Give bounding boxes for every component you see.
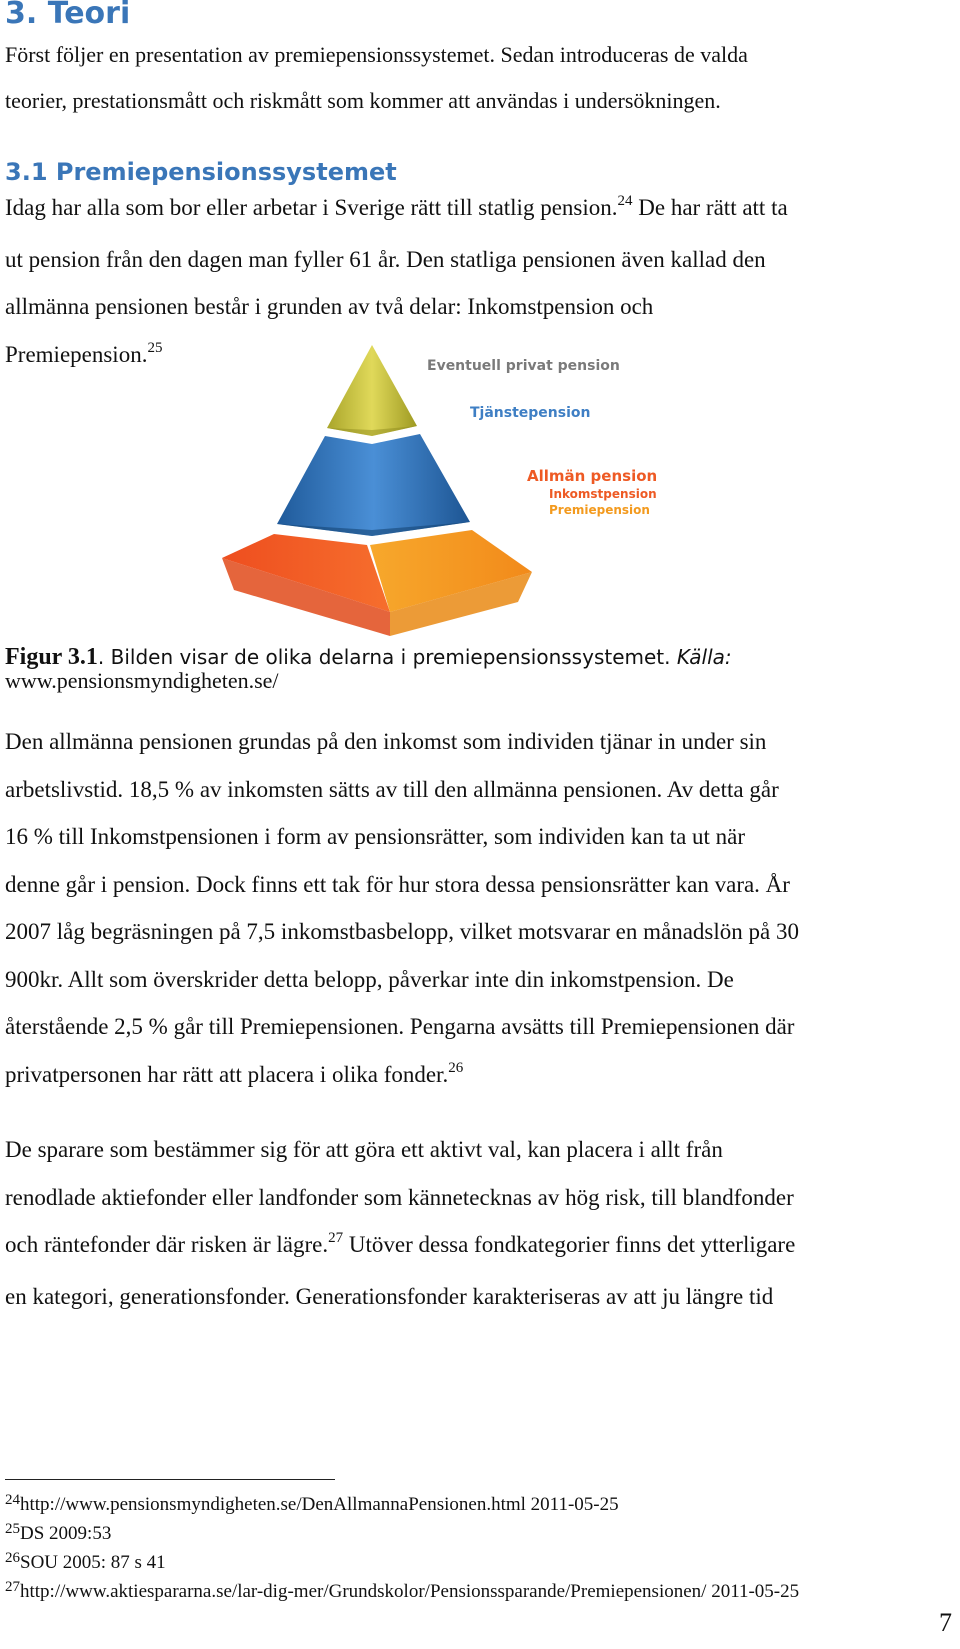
paragraph-allman-pension [5,718,955,1102]
footnote-text[interactable]: http://www.aktiespararna.se/lar-dig-mer/Grundskolor/Pensionssparande/Premiepensionen/ 2011-05-25 [20,1581,800,1602]
footnote-number: 25 [5,1521,20,1537]
footnote-text[interactable]: http://www.pensionsmyndigheten.se/DenAllmannaPensionen.html 2011-05-25 [20,1494,619,1515]
footnote-number: 26 [5,1550,20,1566]
label-eventuell-privat-pension: Eventuell privat pension [427,358,620,374]
pyramid-top-tier [327,345,417,436]
caption-text: . Bilden visar de olika delarna i premiepensionssystemet. [97,645,677,669]
page-number: 7 [939,1608,952,1637]
footnote-27 [5,1578,799,1607]
figure-caption [5,645,955,693]
footnote-ref-25[interactable]: 25 [147,339,163,356]
chapter-heading: 3. Teori [5,0,131,31]
footnote-number: 27 [5,1579,20,1595]
paragraph-aktivt-val [5,1126,955,1320]
footnote-text: DS 2009:53 [20,1523,112,1544]
p3-text-a: De sparare som bestämmer sig för att göra ett aktivt val, kan placera i allt från renodlade aktiefonder eller landfonder som kännetecknas av hög risk, till blandfonder och räntefonder där risken är lägre. [5,1137,794,1257]
pension-pyramid-figure [222,340,682,640]
p3-text-b: Utöver dessa fondkategorier finns det ytterligare en kategori, generationsfonder. Generationsfonder karakteriseras av att ju längre tid [5,1232,796,1309]
footnote-ref-26[interactable]: 26 [448,1059,464,1076]
footnotes [5,1491,799,1607]
label-allman-pension: Allmän pension [527,467,658,485]
caption-label: Figur 3.1 [5,644,98,670]
footnote-ref-27[interactable]: 27 [328,1230,344,1246]
footnote-separator [5,1479,335,1480]
pyramid-middle-tier [277,434,470,536]
label-premiepension: Premiepension [549,503,650,517]
footnote-number: 24 [5,1492,20,1508]
label-tjanstepension: Tjänstepension [470,405,591,421]
footnote-25 [5,1520,799,1549]
footnote-ref-24[interactable]: 24 [617,193,633,209]
intro-paragraph: Först följer en presentation av premiepensionssystemet. Sedan introduceras de valda teorier, prestationsmått och riskmått som kommer att användas i undersökningen. [5,42,748,113]
label-inkomstpension: Inkomstpension [549,487,657,501]
caption-source-url[interactable]: www.pensionsmyndigheten.se/ [5,668,279,693]
section-heading: 3.1 Premiepensionssystemet [5,158,397,186]
footnote-24 [5,1491,799,1520]
caption-source-label: Källa: [676,645,732,669]
p1-text-b: De har rätt att ta ut pension från den dagen man fyller 61 år. Den statliga pensionen även kallad den allmänna pensionen består i grunden av två delar: Inkomstpension och Premiepension. [5,195,788,367]
footnote-26 [5,1549,799,1578]
p1-text-a: Idag har alla som bor eller arbetar i Sverige rätt till statlig pension. [5,195,618,220]
p2-text: Den allmänna pensionen grundas på den inkomst som individen tjänar in under sin arbetslivstid. 18,5 % av inkomsten sätts av till den allmänna pensionen. Av detta går 16 % till Inkomstpensionen i form av pensionsrätter, som individen kan ta ut när denne går i pension. Dock finns ett tak för hur stora dessa pensionsrätter kan vara. År 2007 låg begräsningen på 7,5 inkomstbasbelopp, vilket motsvarar en månadslön på 30 900kr. Allt som överskrider detta belopp, påverkar inte din inkomstpension. De återstående 2,5 % går till Premiepensionen. Pengarna avsätts till Premiepensionen där privatpersonen har rätt att placera i olika fonder. [5,729,799,1087]
footnote-text: SOU 2005: 87 s 41 [20,1552,166,1573]
